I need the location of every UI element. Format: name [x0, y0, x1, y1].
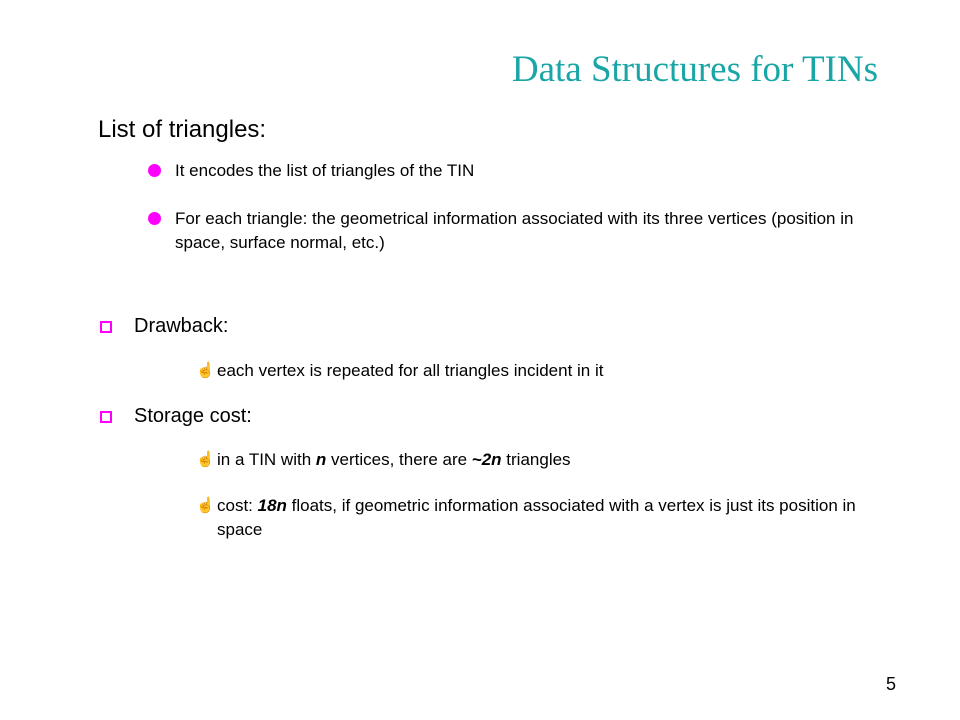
bullet-text: For each triangle: the geometrical information associated with its three vertices (position in space, surface normal, etc.) [175, 209, 854, 252]
section-heading: List of triangles: [98, 116, 267, 143]
text-run: in a TIN with [217, 450, 316, 469]
storage-item-vertices [217, 448, 857, 472]
emphasis-n: n [315, 450, 327, 469]
page-number: 5 [885, 674, 896, 694]
pointing-hand-icon: ☝ [196, 451, 215, 468]
text-run: triangles [501, 450, 571, 469]
bullet-text: It encodes the list of triangles of the TIN [175, 161, 475, 180]
text-run: vertices, there are [326, 450, 472, 469]
square-bullet-icon [100, 321, 112, 333]
pointing-hand-icon: ☝ [196, 497, 215, 514]
drawback-label: Drawback: [134, 315, 229, 337]
circle-bullet-icon [148, 164, 161, 177]
emphasis-18n: 18n [257, 496, 287, 515]
square-bullet-icon [100, 411, 112, 423]
drawback-item: each vertex is repeated for all triangles incident in it [217, 361, 604, 380]
text-run: cost: [217, 496, 258, 515]
slide-title: Data Structures for TINs [511, 49, 878, 90]
circle-bullet-icon [148, 212, 161, 225]
text-run: floats, if geometric information associated with a vertex is just its position in space [217, 496, 856, 539]
pointing-hand-icon: ☝ [196, 362, 215, 379]
storage-item-cost [217, 494, 867, 542]
emphasis-2n: ~2n [471, 450, 502, 469]
storage-label: Storage cost: [134, 405, 252, 427]
